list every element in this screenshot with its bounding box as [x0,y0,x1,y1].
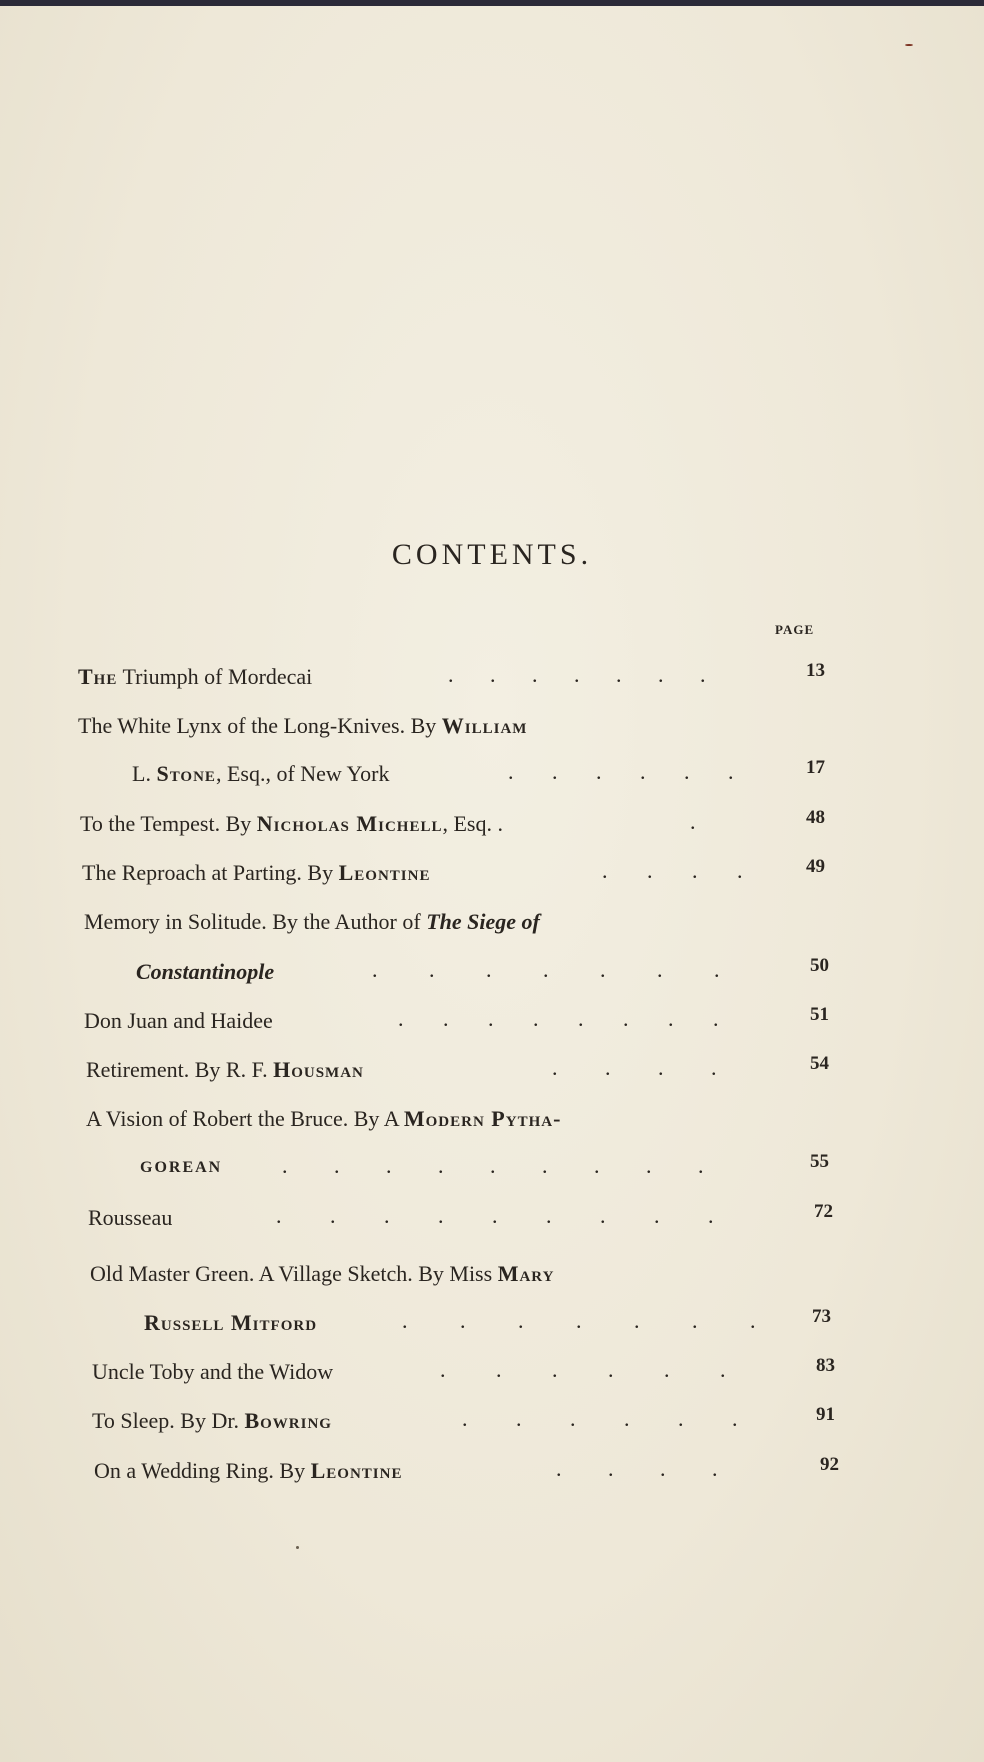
toc-entry [78,709,838,743]
toc-entry: Constantinople . . . . . . . 50 [136,955,829,984]
paper-speck [905,44,913,46]
entry-title-suffix: , Esq. . [442,811,503,836]
page-number: 50 [810,955,829,976]
toc-entry: L. Stone, Esq., of New York . . . . . . 17 [132,757,825,786]
entry-book-title: Constantinople [136,959,275,984]
entry-book-title: The Siege of [426,909,540,934]
entry-title: Triumph of Mordecai [117,664,313,689]
entry-author: Mary [497,1261,555,1286]
toc-entry: Rousseau . . . . . . . . . 72 [88,1201,833,1230]
entry-title: Retirement. By R. F. [86,1057,274,1082]
toc-entry: Russell Mitford . . . . . . . 73 [144,1306,831,1335]
entry-author: William [441,713,528,738]
toc-entry: GOREAN . . . . . . . . . 55 [140,1151,829,1178]
entry-title: To Sleep. By Dr. [92,1408,245,1433]
page-number: 83 [816,1355,835,1376]
entry-author: Modern Pytha- [403,1106,562,1131]
entry-title: Uncle Toby and the Widow [92,1359,334,1384]
page-number: 49 [806,856,825,877]
toc-entry: The Reproach at Parting. By Leontine . . . . 49 [82,856,825,885]
entry-author: Bowring [244,1408,332,1433]
toc-entry: Uncle Toby and the Widow . . . . . . 83 [92,1355,835,1384]
entry-lead-word: The [78,664,118,689]
toc-entry: On a Wedding Ring. By Leontine . . . . 92 [94,1454,839,1483]
entry-title: A Vision of Robert the Bruce. By A [86,1106,404,1131]
entry-title: , Esq., of New York [215,761,390,786]
page-number: 17 [806,757,825,778]
contents-heading: CONTENTS. [391,538,593,571]
page-number: 55 [810,1151,829,1172]
toc-entry: To Sleep. By Dr. Bowring . . . . . . 91 [92,1404,835,1433]
entry-author: Stone [156,761,216,786]
entry-title: The Reproach at Parting. By [82,860,339,885]
toc-entry [90,1257,850,1291]
toc-entry [86,1102,846,1136]
entry-title: Old Master Green. A Village Sketch. By Miss [90,1261,498,1286]
toc-entry [84,905,844,939]
entry-author: Leontine [338,860,431,885]
entry-initial: L. [132,761,157,786]
toc-entry: Don Juan and Haidee . . . . . . . . 51 [84,1004,829,1033]
entry-title: To the Tempest. By [80,811,257,836]
toc-entry: To the Tempest. By Nicholas Michell, Esq. . . 48 [80,807,825,836]
entry-author: Housman [273,1057,364,1082]
toc-entry: Retirement. By R. F. Housman . . . . 54 [86,1053,829,1082]
entry-author: Russell Mitford [144,1310,318,1335]
page-number: 92 [820,1454,839,1475]
page-number: 13 [806,660,825,681]
entry-author: Leontine [310,1458,403,1483]
entry-title: The White Lynx of the Long-Knives. By [78,713,442,738]
page-number: 91 [816,1404,835,1425]
page-number: 72 [814,1201,833,1222]
page-column-label: PAGE [775,622,815,637]
entry-author: Nicholas Michell [256,811,443,836]
toc-entry: The Triumph of Mordecai . . . . . . . 13 [78,660,825,689]
paper-speck [296,1546,299,1549]
entry-title: Memory in Solitude. By the Author of [84,909,427,934]
entry-title: Rousseau [88,1205,173,1230]
entry-title: Don Juan and Haidee [84,1008,273,1033]
page-number: 48 [806,807,825,828]
page-number: 51 [810,1004,829,1025]
page-number: 54 [810,1053,829,1074]
entry-title: On a Wedding Ring. By [94,1458,311,1483]
entry-author: GOREAN [140,1159,223,1176]
page-number: 73 [812,1306,831,1327]
